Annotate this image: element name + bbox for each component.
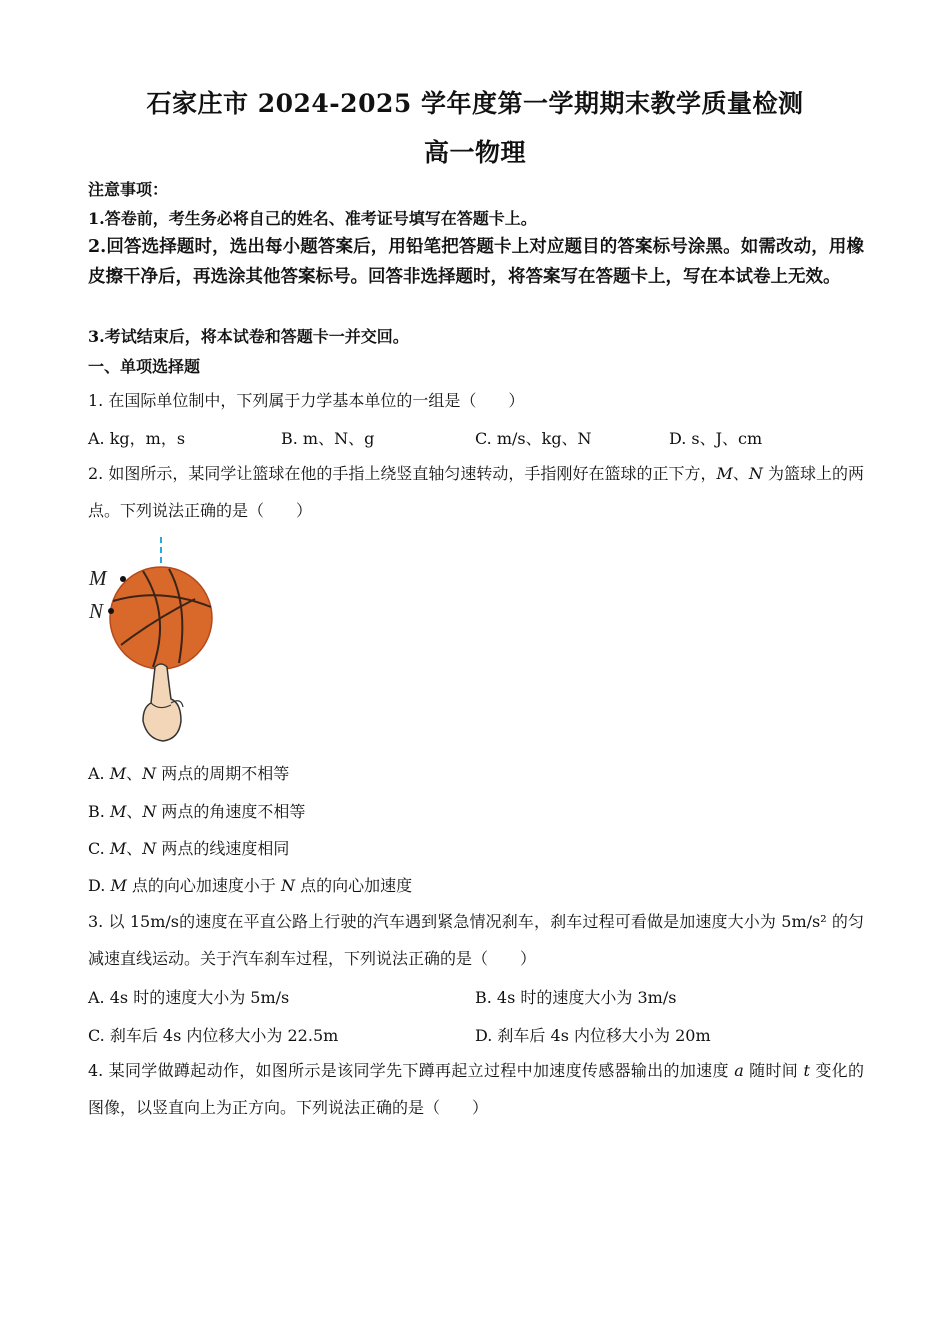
notice-item-1: 1.答卷前，考生务必将自己的姓名、准考证号填写在答题卡上。 <box>88 209 537 228</box>
q2-option-a-sep: 、 <box>126 764 143 783</box>
exam-title: 石家庄市 2024-2025 学年度第一学期期末教学质量检测 <box>146 89 804 118</box>
point-n-dot <box>108 608 114 614</box>
q2-var-m: M <box>716 464 733 483</box>
q1-stem: 1. 在国际单位制中，下列属于力学基本单位的一组是（ ） <box>88 391 525 410</box>
q2-separator: 、 <box>732 464 749 483</box>
q2-option-c <box>88 836 289 859</box>
q3-option-b: B. 4s 时的速度大小为 3m/s <box>475 988 677 1007</box>
q2-option-a <box>88 761 289 784</box>
finger-hand <box>143 664 181 741</box>
q2-option-d <box>88 873 412 896</box>
section-heading: 一、单项选择题 <box>88 357 201 376</box>
basketball-figure <box>85 535 225 745</box>
q1-option-a: A. kg，m，s <box>88 429 186 448</box>
q2-option-b-text: 两点的角速度不相等 <box>156 802 306 821</box>
notice-item-3: 3.考试结束后，将本试卷和答题卡一并交回。 <box>88 327 409 346</box>
q1-option-d: D. s、J、cm <box>669 429 763 448</box>
q2-option-b <box>88 799 305 822</box>
q2-stem-part1: 2. 如图所示，某同学让篮球在他的手指上绕竖直轴匀速转动，手指刚好在篮球的正下方， <box>88 464 717 483</box>
q2-stem-part2: 为篮球上的两点。下列说法正确的是（ ） <box>88 464 864 520</box>
q2-option-b-sep: 、 <box>126 802 143 821</box>
q2-var-n: N <box>748 464 763 483</box>
q2-option-d-prefix: D. <box>88 876 111 895</box>
label-m: M <box>89 566 107 590</box>
notice-heading: 注意事项： <box>88 180 169 199</box>
q2-option-a-text: 两点的周期不相等 <box>156 764 290 783</box>
q3-option-a: A. 4s 时的速度大小为 5m/s <box>88 988 290 1007</box>
q2-option-c-m: M <box>109 839 127 858</box>
q4-stem-part2: 随时间 <box>743 1061 804 1080</box>
q3-option-c: C. 刹车后 4s 内位移大小为 22.5m <box>88 1026 339 1045</box>
point-m-dot <box>120 576 126 582</box>
q2-option-c-sep: 、 <box>126 839 143 858</box>
label-n: N <box>89 599 104 623</box>
q2-option-b-m: M <box>109 802 127 821</box>
q2-option-c-n: N <box>142 839 157 858</box>
q2-option-d-m: M <box>110 876 127 895</box>
q3-stem: 3. 以 15m/s的速度在平直公路上行驶的汽车遇到紧急情况刹车，刹车过程可看做是加速度大小为 5m/s² 的匀减速直线运动。关于汽车刹车过程，下列说法正确的是（ ） <box>88 912 864 968</box>
q2-option-a-n: N <box>142 764 157 783</box>
q2-option-d-mid: 点的向心加速度小于 <box>126 876 282 895</box>
q2-option-b-prefix: B. <box>88 802 110 821</box>
q2-option-c-text: 两点的线速度相同 <box>156 839 290 858</box>
notice-item-2: 2.回答选择题时，选出每小题答案后，用铅笔把答题卡上对应题目的答案标号涂黑。如需改动，用橡皮擦干净后，再选涂其他答案标号。回答非选择题时，将答案写在答题卡上，写在本试卷上无效。 <box>88 237 864 287</box>
q1-option-b: B. m、N、g <box>281 429 375 448</box>
q2-option-d-text: 点的向心加速度 <box>295 876 413 895</box>
exam-subject: 高一物理 <box>423 138 526 167</box>
q2-option-a-prefix: A. <box>88 764 110 783</box>
q2-option-d-n: N <box>281 876 296 895</box>
q4-var-a: a <box>734 1061 744 1080</box>
q3-option-d: D. 刹车后 4s 内位移大小为 20m <box>475 1026 711 1045</box>
q2-stem <box>88 455 864 529</box>
q4-var-t: t <box>803 1061 810 1080</box>
q4-stem-part1: 4. 某同学做蹲起动作，如图所示是该同学先下蹲再起立过程中加速度传感器输出的加速度 <box>88 1061 735 1080</box>
q2-option-b-n: N <box>142 802 157 821</box>
q2-option-c-prefix: C. <box>88 839 110 858</box>
q4-stem-part3: 变化的图像，以竖直向上为正方向。下列说法正确的是（ ） <box>88 1061 864 1117</box>
q1-option-c: C. m/s、kg、N <box>475 429 592 448</box>
q2-option-a-m: M <box>109 764 127 783</box>
q4-stem <box>88 1052 864 1126</box>
